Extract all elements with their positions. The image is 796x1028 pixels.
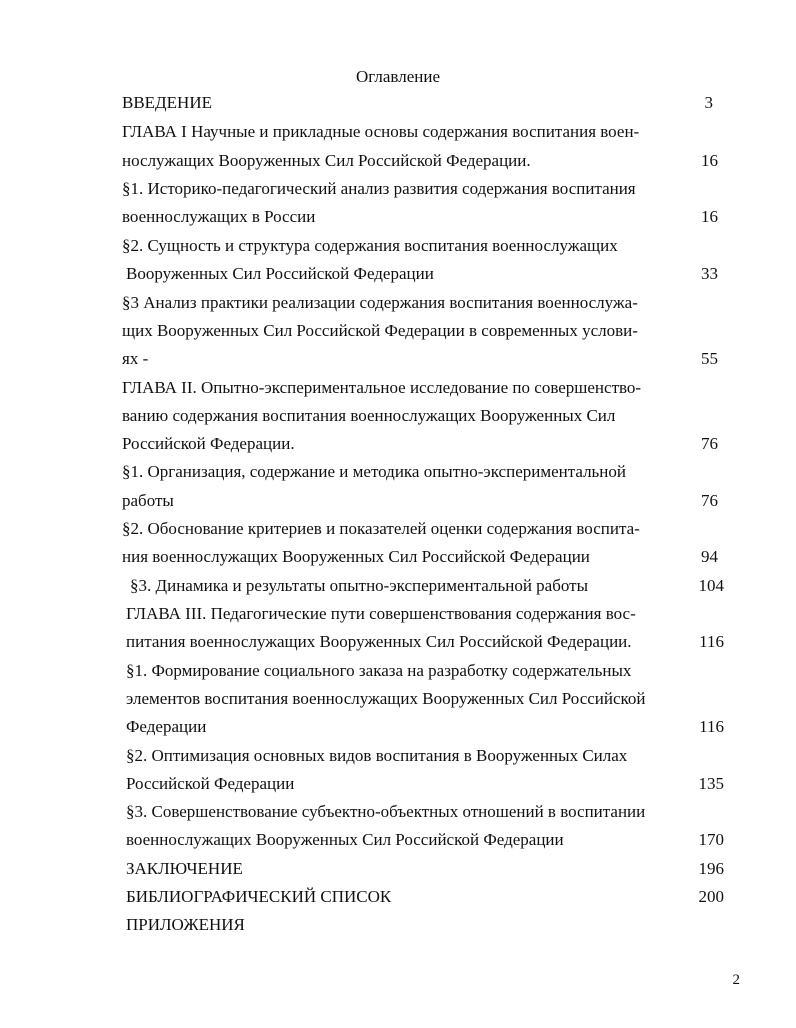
toc-page-number: 135 bbox=[698, 774, 724, 793]
toc-page-number: 116 bbox=[699, 632, 724, 651]
toc-page-number: 16 bbox=[701, 151, 718, 170]
toc-page-number: 94 bbox=[701, 547, 718, 566]
toc-page-number: 16 bbox=[701, 207, 718, 226]
toc-chapter-1-line-1: ГЛАВА I Научные и прикладные основы содержания воспитания воен- bbox=[122, 122, 640, 141]
toc-ch2-sec2-line-1: §2. Обоснование критериев и показателей оценки содержания воспита- bbox=[122, 519, 640, 538]
toc-page-number: 3 bbox=[704, 93, 713, 112]
toc-chapter-1-line-2: нослужащих Вооруженных Сил Российской Федерации. bbox=[122, 151, 531, 170]
toc-ch1-sec3-line-2: щих Вооруженных Сил Российской Федерации в современных услови- bbox=[122, 321, 638, 340]
toc-ch3-sec1-line-3: Федерации bbox=[126, 717, 207, 736]
toc-conclusion: ЗАКЛЮЧЕНИЕ bbox=[126, 859, 243, 878]
toc-page-number: 104 bbox=[698, 576, 724, 595]
toc-ch2-sec1-line-2: работы bbox=[122, 491, 174, 510]
toc-ch1-sec1-line-2: военнослужащих в России bbox=[122, 207, 316, 226]
toc-ch2-sec3: §3. Динамика и результаты опытно-экспериментальной работы bbox=[130, 576, 588, 595]
toc-ch1-sec3-line-1: §3 Анализ практики реализации содержания воспитания военнослужа- bbox=[122, 293, 638, 312]
toc-ch3-sec1-line-1: §1. Формирование социального заказа на разработку содержательных bbox=[126, 661, 632, 680]
toc-page-number: 76 bbox=[701, 491, 718, 510]
toc-page-number: 55 bbox=[701, 349, 718, 368]
toc-page-number: 76 bbox=[701, 434, 718, 453]
toc-title: Оглавление bbox=[356, 67, 440, 86]
toc-chapter-3-line-2: питания военнослужащих Вооруженных Сил Российской Федерации. bbox=[126, 632, 632, 651]
toc-ch1-sec2-line-1: §2. Сущность и структура содержания воспитания военнослужащих bbox=[122, 236, 618, 255]
toc-ch2-sec2-line-2: ния военнослужащих Вооруженных Сил Российской Федерации bbox=[122, 547, 590, 566]
toc-ch1-sec1-line-1: §1. Историко-педагогический анализ развития содержания воспитания bbox=[122, 179, 636, 198]
toc-ch1-sec2-line-2: Вооруженных Сил Российской Федерации bbox=[126, 264, 434, 283]
toc-page-number: 116 bbox=[699, 717, 724, 736]
toc-appendices: ПРИЛОЖЕНИЯ bbox=[126, 915, 245, 934]
toc-introduction: ВВЕДЕНИЕ bbox=[122, 93, 212, 112]
toc-chapter-3-line-1: ГЛАВА III. Педагогические пути совершенствования содержания вос- bbox=[126, 604, 636, 623]
toc-ch3-sec3-line-1: §3. Совершенствование субъектно-объектных отношений в воспитании bbox=[126, 802, 646, 821]
toc-chapter-2-line-3: Российской Федерации. bbox=[122, 434, 295, 453]
toc-page-number: 170 bbox=[698, 830, 724, 849]
toc-ch1-sec3-line-3: ях - bbox=[122, 349, 149, 368]
toc-ch3-sec2-line-1: §2. Оптимизация основных видов воспитания в Вооруженных Силах bbox=[126, 746, 628, 765]
page-footer-number: 2 bbox=[732, 972, 740, 988]
toc-ch3-sec1-line-2: элементов воспитания военнослужащих Вооруженных Сил Российской bbox=[126, 689, 646, 708]
toc-ch3-sec2-line-2: Российской Федерации bbox=[126, 774, 295, 793]
toc-chapter-2-line-1: ГЛАВА II. Опытно-экспериментальное исследование по совершенство- bbox=[122, 378, 642, 397]
toc-chapter-2-line-2: ванию содержания воспитания военнослужащих Вооруженных Сил bbox=[122, 406, 616, 425]
toc-bibliography: БИБЛИОГРАФИЧЕСКИЙ СПИСОК bbox=[126, 887, 392, 906]
toc-ch2-sec1-line-1: §1. Организация, содержание и методика опытно-экспериментальной bbox=[122, 462, 626, 481]
toc-page-number: 200 bbox=[698, 887, 724, 906]
toc-page-number: 33 bbox=[701, 264, 718, 283]
toc-ch3-sec3-line-2: военнослужащих Вооруженных Сил Российской Федерации bbox=[126, 830, 564, 849]
toc-page-number: 196 bbox=[698, 859, 724, 878]
